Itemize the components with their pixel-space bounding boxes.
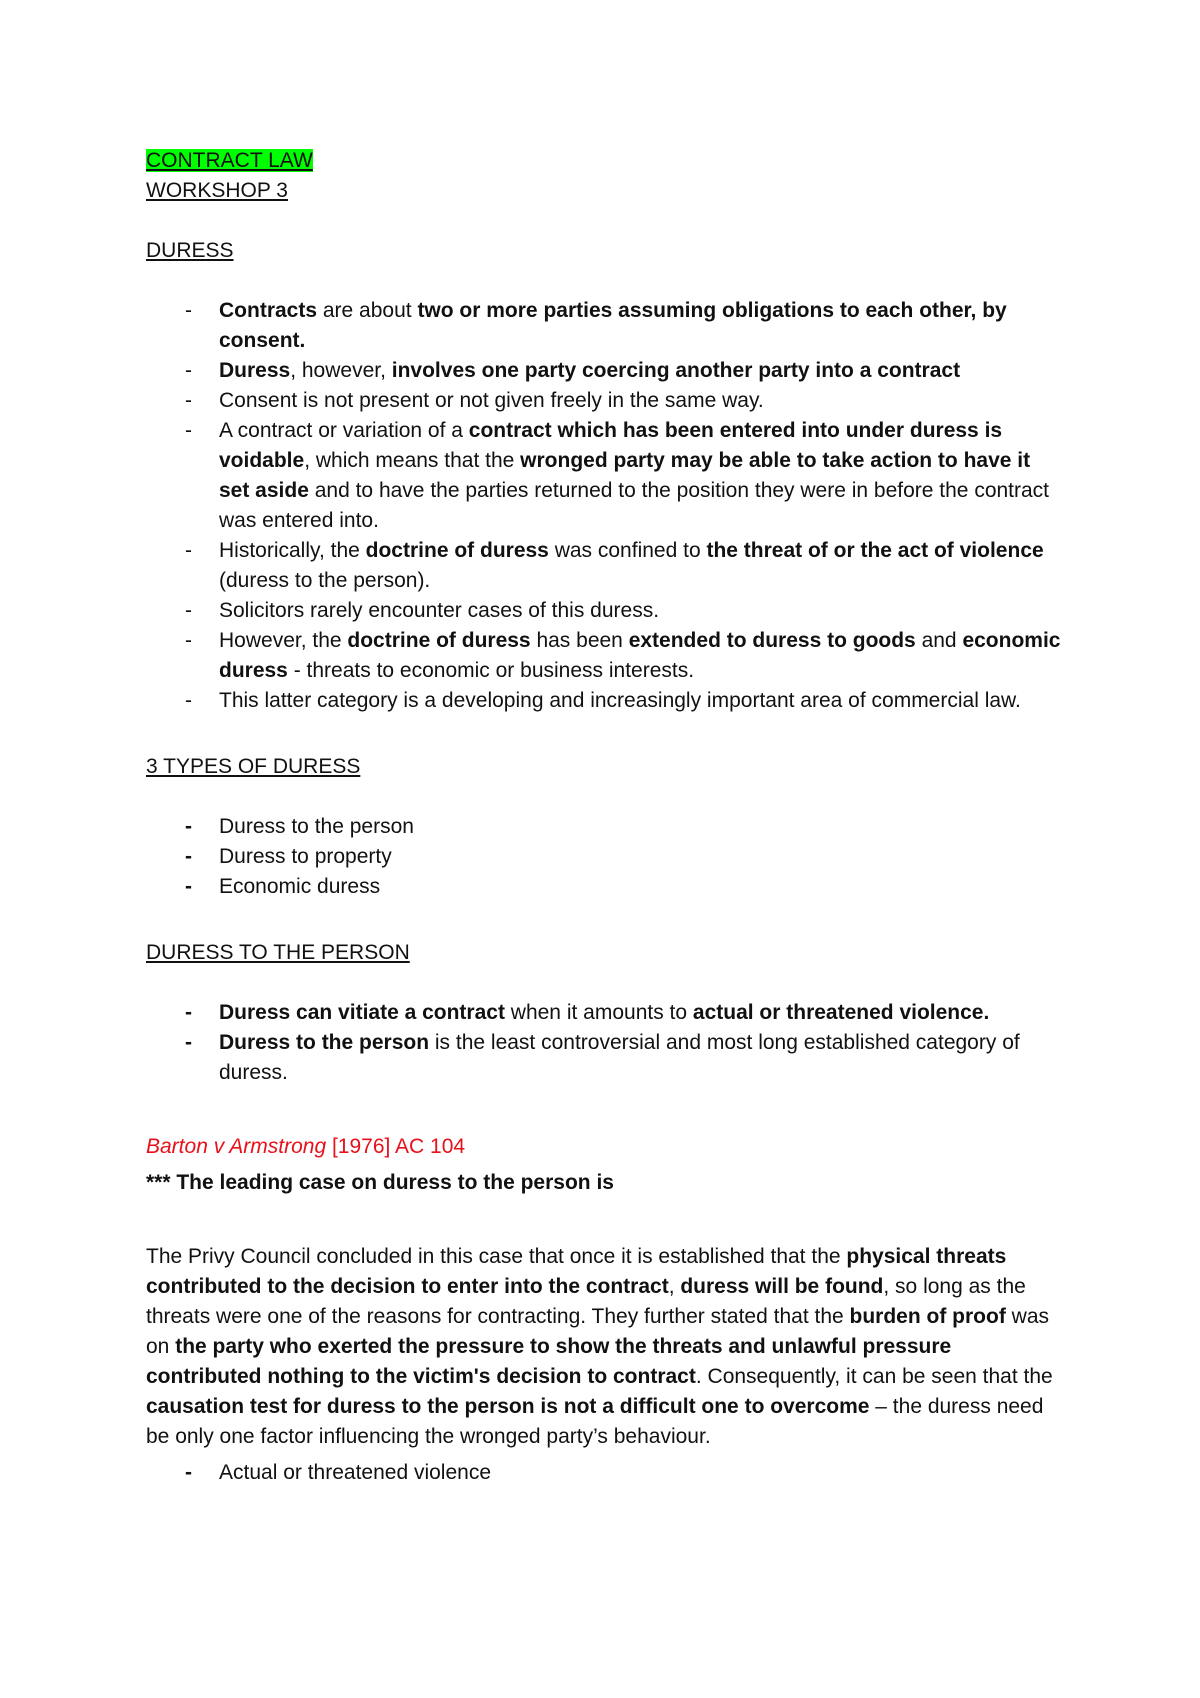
list-item: - Actual or threatened violence xyxy=(185,1461,492,1484)
list-item: - Duress to the person xyxy=(185,815,414,838)
list-item: - Historically, the doctrine of duress was confined to the threat of or the act of violence (duress to the person). xyxy=(185,539,1044,592)
section-heading-duress: DURESS xyxy=(146,239,234,262)
list-item: - However, the doctrine of duress has been extended to duress to goods and economic duress - threats to economic or business interests. xyxy=(185,629,1061,682)
document-subtitle xyxy=(146,176,1066,206)
list-item: - Contracts are about two or more parties assuming obligations to each other, by consent. xyxy=(185,299,1007,352)
list-item: - Duress to property xyxy=(185,845,392,868)
person-bullet-list xyxy=(146,998,1066,1088)
list-item: - Duress can vitiate a contract when it amounts to actual or threatened violence. xyxy=(185,1001,990,1024)
case-citation: [1976] AC 104 xyxy=(326,1135,466,1158)
subtitle-text: WORKSHOP 3 xyxy=(146,179,288,202)
case-note: *** The leading case on duress to the person is xyxy=(146,1171,614,1194)
duress-bullet-list xyxy=(146,296,1066,716)
case-paragraph: The Privy Council concluded in this case that once it is established that the physical threats contributed to the decision to enter into the contract, duress will be found, so long as the threats were one of the reasons for contracting. They further stated that the burden of proof was on the party who exerted the pressure to show the threats and unlawful pressure contributed nothing to the victim's decision to contract. Consequently, it can be seen that the causation test for duress to the person is not a difficult one to overcome – the duress need be only one factor influencing the wronged party’s behaviour. xyxy=(146,1245,1053,1448)
list-item: - Solicitors rarely encounter cases of this duress. xyxy=(185,599,660,622)
list-item: - Duress, however, involves one party coercing another party into a contract xyxy=(185,359,961,382)
case-name: Barton v Armstrong xyxy=(146,1135,327,1158)
document-title xyxy=(146,146,1066,176)
case-bullet-list xyxy=(146,1458,1066,1488)
types-bullet-list xyxy=(146,812,1066,902)
list-item: - This latter category is a developing and increasingly important area of commercial law. xyxy=(185,689,1021,712)
section-heading-person: DURESS TO THE PERSON xyxy=(146,941,410,964)
list-item: - Consent is not present or not given freely in the same way. xyxy=(185,389,764,412)
section-heading-types: 3 TYPES OF DURESS xyxy=(146,755,361,778)
title-text: CONTRACT LAW xyxy=(146,149,313,172)
document-body xyxy=(146,146,1066,1488)
case-title xyxy=(146,1132,1066,1162)
list-item: - A contract or variation of a contract which has been entered into under duress is voidable, which means that the wronged party may be able to take action to have it set aside and to have the parties returned to the position they were in before the contract was entered into. xyxy=(185,419,1050,532)
list-item: - Economic duress xyxy=(185,875,381,898)
list-item: - Duress to the person is the least controversial and most long established category of duress. xyxy=(185,1031,1020,1084)
